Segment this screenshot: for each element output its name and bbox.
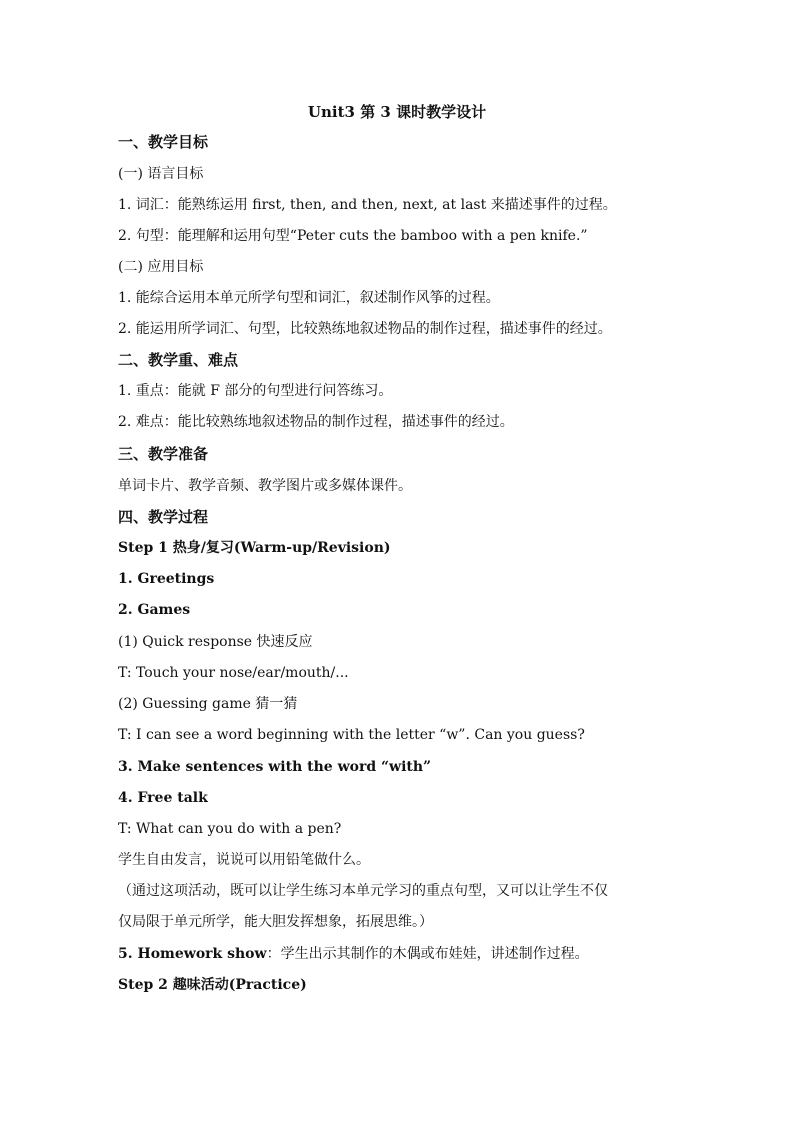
free-talk-note-line1: （通过这项活动，既可以让学生练习本单元学习的重点句型，又可以让学生不仅 [118, 883, 608, 899]
free-talk-question: T: What can you do with a pen? [118, 821, 342, 837]
homework-show-text: ：学生出示其制作的木偶或布娃娃，讲述制作过程。 [266, 946, 589, 962]
item-greetings: 1. Greetings [118, 571, 215, 587]
item-homework-show [118, 944, 589, 964]
game-guessing-example: T: I can see a word beginning with the letter “w”. Can you guess? [118, 727, 585, 743]
preparation-text: 单词卡片、教学音频、教学图片或多媒体课件。 [118, 478, 412, 494]
key-point: 1. 重点：能就 F 部分的句型进行问答练习。 [118, 383, 393, 399]
item-games: 2. Games [118, 602, 191, 618]
subheading-application-goals: (二) 应用目标 [118, 259, 204, 275]
game-quick-response: (1) Quick response 快速反应 [118, 634, 313, 650]
homework-show-label: 5. Homework show [118, 946, 267, 962]
game-quick-response-example: T: Touch your nose/ear/mouth/... [118, 665, 349, 681]
item-make-sentences: 3. Make sentences with the word “with” [118, 759, 432, 775]
free-talk-note-line2: 仅局限于单元所学，能大胆发挥想象，拓展思维。） [118, 914, 433, 930]
application-goal-2: 2. 能运用所学词汇、句型，比较熟练地叙述物品的制作过程，描述事件的经过。 [118, 321, 612, 337]
application-goal-1: 1. 能综合运用本单元所学句型和词汇，叙述制作风筝的过程。 [118, 290, 500, 306]
game-guessing: (2) Guessing game 猜一猜 [118, 696, 298, 712]
step2-heading: Step 2 趣味活动(Practice) [118, 977, 307, 993]
item-free-talk: 4. Free talk [118, 790, 208, 806]
step1-heading: Step 1 热身/复习(Warm-up/Revision) [118, 540, 391, 556]
free-talk-instruction: 学生自由发言，说说可以用铅笔做什么。 [118, 852, 370, 868]
section-heading-objectives: 一、教学目标 [118, 133, 209, 151]
section-heading-key-points: 二、教学重、难点 [118, 351, 239, 369]
goal-sentence-pattern: 2. 句型：能理解和运用句型“Peter cuts the bamboo with a pen knife.” [118, 228, 588, 244]
difficult-point: 2. 难点：能比较熟练地叙述物品的制作过程，描述事件的经过。 [118, 414, 514, 430]
section-heading-preparation: 三、教学准备 [118, 445, 209, 463]
subheading-language-goals: (一) 语言目标 [118, 166, 204, 182]
document-title: Unit3 第 3 课时教学设计 [307, 103, 487, 121]
section-heading-process: 四、教学过程 [118, 508, 209, 526]
goal-vocabulary: 1. 词汇：能熟练运用 first, then, and then, next, at last 来描述事件的过程。 [118, 197, 617, 213]
